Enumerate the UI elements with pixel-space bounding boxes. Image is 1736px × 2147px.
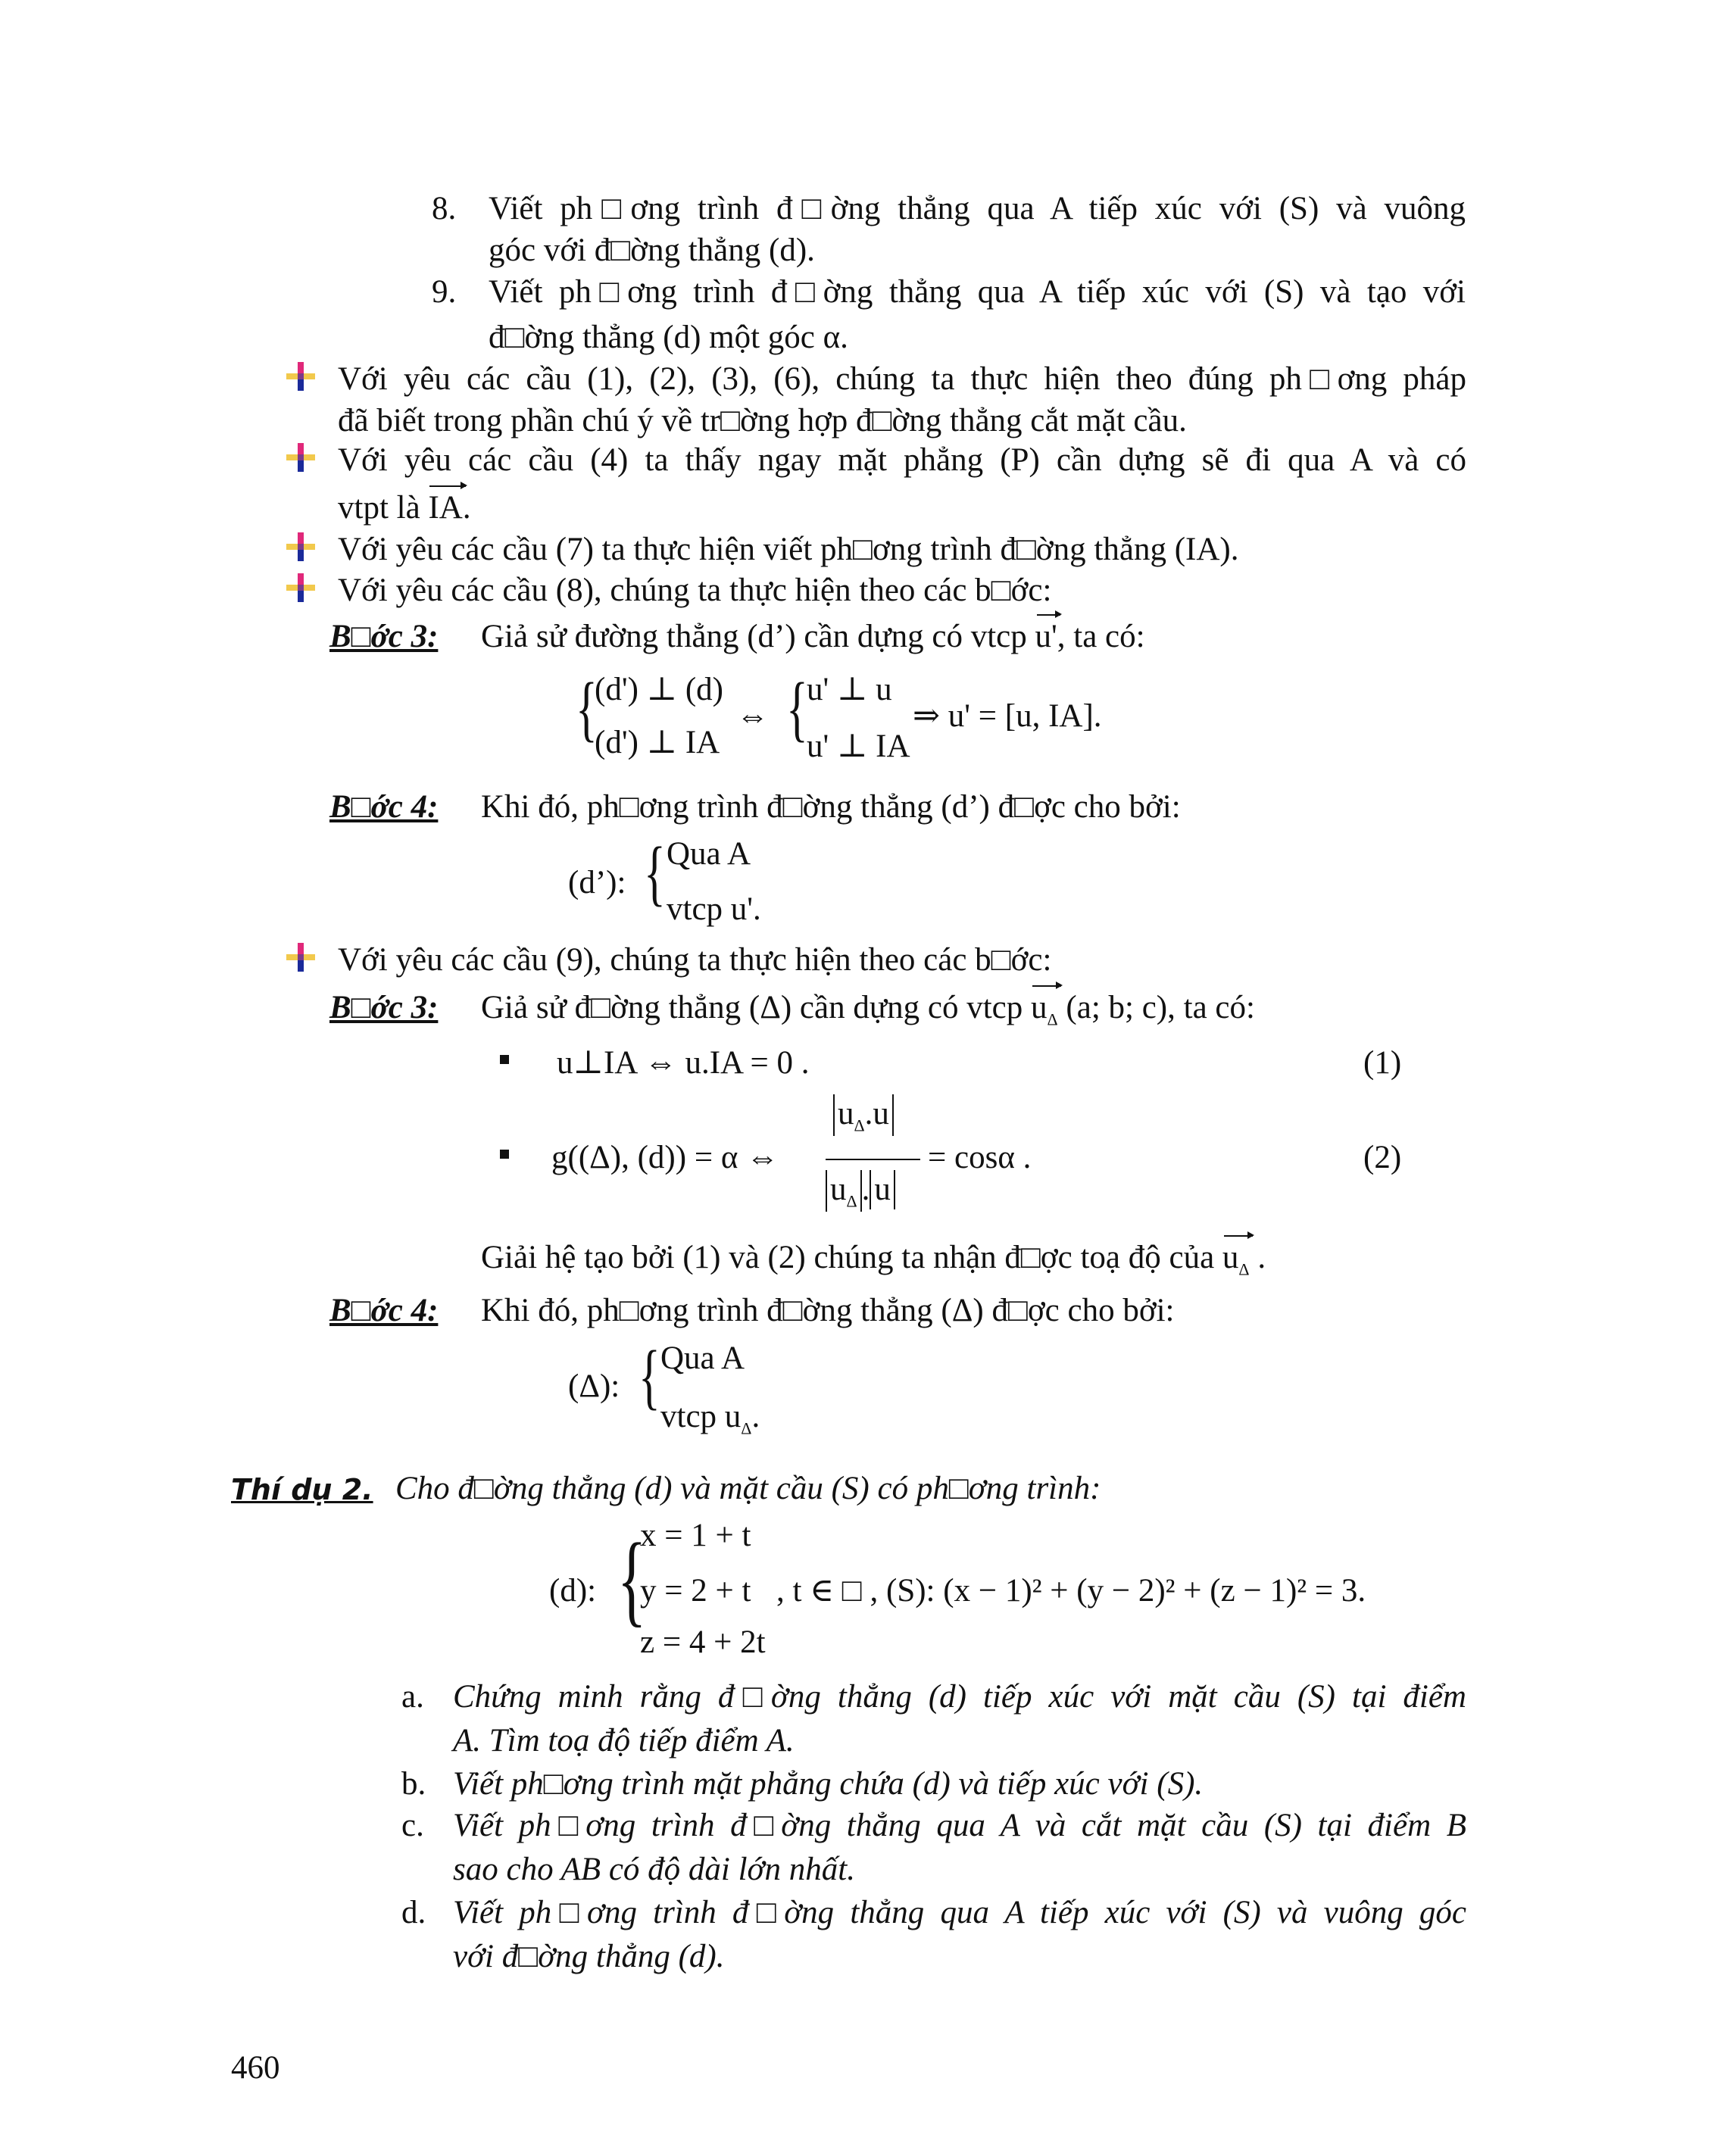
delta-label: (Δ): bbox=[568, 1368, 620, 1404]
vector-ia: IA bbox=[428, 488, 462, 528]
part-b-line1: Viết ph□ơng trình mặt phẳng chứa (d) và tiếp xúc với (S). bbox=[453, 1766, 1204, 1802]
brace-left: { bbox=[576, 668, 598, 749]
d-system-label: (d): bbox=[549, 1573, 597, 1609]
equation-2-left: g((Δ), (d)) = α ⇔ bbox=[551, 1140, 779, 1175]
example-title: Thí dụ 2. bbox=[231, 1473, 373, 1506]
square-bullet-icon bbox=[500, 1055, 509, 1064]
z-equation: z = 4 + 2t bbox=[640, 1624, 766, 1660]
item-9-number: 9. bbox=[432, 274, 457, 310]
item-9-line2: đ□ờng thẳng (d) một góc α. bbox=[489, 320, 848, 355]
bullet-2-line1: Với yêu các cầu (4) ta thấy ngay mặt phẳng (P) cần dựng sẽ đi qua A và có bbox=[338, 442, 1466, 478]
brace-left: { bbox=[786, 668, 808, 749]
brace-left: { bbox=[644, 832, 666, 913]
step-3b-label: B□ớc 3: bbox=[329, 990, 439, 1025]
iff-symbol: ⇔ bbox=[736, 698, 769, 734]
equation-1: u⊥IA ⇔ u.IA = 0 . bbox=[557, 1045, 810, 1081]
item-8-line2: góc với đ□ờng thẳng (d). bbox=[489, 232, 815, 268]
square-bullet-icon bbox=[500, 1150, 509, 1159]
step-3b-text: Giả sử đ□ờng thẳng (Δ) cần dựng có vtcp $u_\Delta$ (a; b; c), ta có: bbox=[481, 990, 1255, 1029]
part-a-line2: A. Tìm toạ độ tiếp điểm A. bbox=[453, 1723, 795, 1758]
system-1-line2: (d') ⊥ IA bbox=[595, 725, 720, 760]
vector-u-prime: u' bbox=[1035, 617, 1057, 657]
item-9-line1: Viết ph□ơng trình đ□ờng thẳng qua A tiếp xúc với (S) và tạo với bbox=[489, 274, 1466, 310]
qua-a: Qua A bbox=[667, 836, 751, 872]
part-a-line1: Chứng minh rằng đ□ờng thẳng (d) tiếp xúc với mặt cầu (S) tại điểm bbox=[453, 1679, 1466, 1715]
part-c-label: c. bbox=[401, 1808, 424, 1843]
step-4-text: Khi đó, ph□ơng trình đ□ờng thẳng (d’) đ□ợc cho bởi: bbox=[481, 789, 1181, 825]
step-4-label: B□ớc 4: bbox=[329, 789, 439, 825]
system-result: ⇒ u' = [u, IA]. bbox=[913, 698, 1102, 734]
equation-1-number: (1) bbox=[1363, 1045, 1402, 1081]
vtcp-u-delta: vtcp $u_\Delta$. bbox=[660, 1399, 760, 1438]
system-1-line1: (d') ⊥ (d) bbox=[595, 672, 723, 707]
step-3-label: B□ớc 3: bbox=[329, 619, 439, 654]
bullet-4-text: Với yêu các cầu (8), chúng ta thực hiện theo các b□ớc: bbox=[338, 573, 1052, 608]
bullet-plus-icon bbox=[286, 362, 315, 391]
vtcp-u-prime: vtcp u'. bbox=[667, 891, 761, 927]
y-equation: y = 2 + t bbox=[640, 1573, 751, 1609]
system-2-line2: u' ⊥ IA bbox=[807, 729, 910, 764]
vector-u-delta: $u_\Delta$ bbox=[1222, 1240, 1250, 1279]
part-b-label: b. bbox=[401, 1766, 426, 1802]
brace-left: { bbox=[617, 1523, 647, 1637]
d-prime-label: (d’): bbox=[568, 865, 626, 900]
bullet-5-text: Với yêu các cầu (9), chúng ta thực hiện theo các b□ớc: bbox=[338, 942, 1052, 978]
bullet-plus-icon bbox=[286, 443, 315, 472]
qua-a-2: Qua A bbox=[660, 1340, 745, 1376]
bullet-2-line2: vtpt là IA. bbox=[338, 488, 471, 528]
bullet-1-line1: Với yêu các cầu (1), (2), (3), (6), chúng ta thực hiện theo đúng ph□ơng pháp bbox=[338, 361, 1466, 397]
equation-2-number: (2) bbox=[1363, 1140, 1402, 1175]
fraction-line bbox=[826, 1159, 920, 1160]
sphere-equation: , t ∈ □ , (S): (x − 1)² + (y − 2)² + (z − 1)² = 3. bbox=[776, 1573, 1366, 1609]
part-c-line2: sao cho AB có độ dài lớn nhất. bbox=[453, 1852, 855, 1887]
step-4b-text: Khi đó, ph□ơng trình đ□ờng thẳng (Δ) đ□ợc cho bởi: bbox=[481, 1293, 1175, 1328]
bullet-1-line2: đã biết trong phần chú ý về tr□ờng hợp đ□ờng thẳng cắt mặt cầu. bbox=[338, 403, 1187, 438]
bullet-plus-icon bbox=[286, 532, 315, 561]
solve-text: Giải hệ tạo bởi (1) và (2) chúng ta nhận đ□ợc toạ độ của $u_\Delta$ . bbox=[481, 1240, 1266, 1279]
step-4b-label: B□ớc 4: bbox=[329, 1293, 439, 1328]
item-8-number: 8. bbox=[432, 191, 457, 226]
part-c-line1: Viết ph□ơng trình đ□ờng thẳng qua A và cắt mặt cầu (S) tại điểm B bbox=[453, 1808, 1466, 1843]
fraction-numerator: $u_\Delta.u$ bbox=[833, 1094, 894, 1136]
system-2-line1: u' ⊥ u bbox=[807, 672, 892, 707]
equation-2-right: = cosα . bbox=[928, 1140, 1032, 1175]
fraction-denominator: $u_\Delta$ . u bbox=[826, 1170, 895, 1212]
item-8-line1: Viết ph□ơng trình đ□ờng thẳng qua A tiếp xúc với (S) và vuông bbox=[489, 191, 1466, 226]
x-equation: x = 1 + t bbox=[640, 1518, 751, 1553]
page-number: 460 bbox=[231, 2050, 280, 2086]
part-d-label: d. bbox=[401, 1895, 426, 1930]
step-3-text: Giả sử đường thẳng (d’) cần dựng có vtcp u', ta có: bbox=[481, 617, 1145, 657]
bullet-3-text: Với yêu các cầu (7) ta thực hiện viết ph□ơng trình đ□ờng thẳng (IA). bbox=[338, 532, 1239, 567]
part-d-line2: với đ□ờng thẳng (d). bbox=[453, 1939, 725, 1974]
bullet-plus-icon bbox=[286, 573, 315, 602]
vector-u-delta: $u_\Delta$ bbox=[1031, 990, 1058, 1029]
part-d-line1: Viết ph□ơng trình đ□ờng thẳng qua A tiếp xúc với (S) và vuông góc bbox=[453, 1895, 1466, 1930]
brace-left: { bbox=[639, 1336, 660, 1417]
bullet-plus-icon bbox=[286, 943, 315, 972]
example-intro: Cho đ□ờng thẳng (d) và mặt cầu (S) có ph□ơng trình: bbox=[395, 1471, 1101, 1506]
part-a-label: a. bbox=[401, 1679, 424, 1715]
